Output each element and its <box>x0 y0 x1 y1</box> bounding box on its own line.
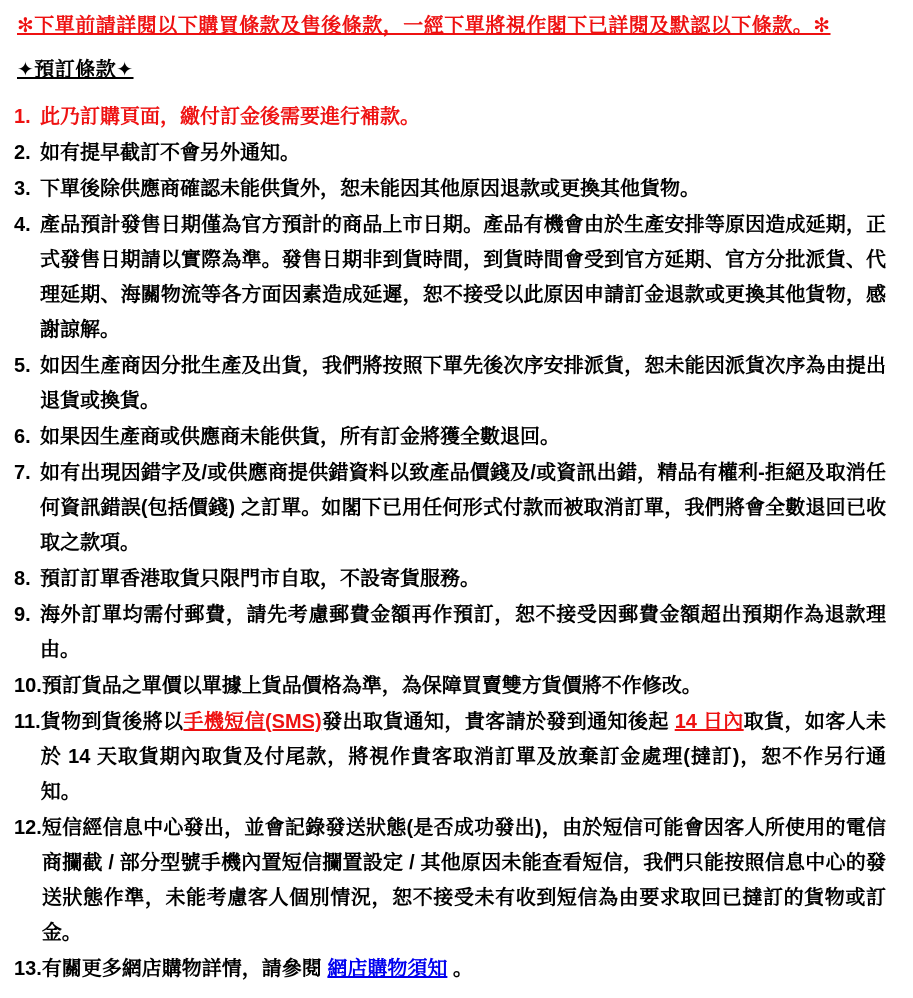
term-item-2 <box>14 136 886 171</box>
term-text: 產品預計發售日期僅為官方預計的商品上市日期。產品有機會由於生產安排等原因造成延期，正式發售日期請以實際為準。發售日期非到貨時間，到貨時間會受到官方延期、官方分批派貨、代理延期、海關物流等各方面因素造成延遲，恕不接受以此原因申請訂金退款或更換其他貨物，感謝諒解。 <box>40 214 886 341</box>
term-number: 12. <box>14 817 42 839</box>
term-number: 8. <box>14 568 31 590</box>
term-text-segment: 。 <box>447 958 473 980</box>
term-text: 短信經信息中心發出，並會記錄發送狀態(是否成功發出)，由於短信可能會因客人所使用的電信商攔截 / 部分型號手機內置短信攔置設定 / 其他原因未能查看短信，我們只能按照信息中心的發送狀態作準，未能考慮客人個別情況，恕不接受未有收到短信為由要求取回已撻訂的貨物或訂金。 <box>41 817 886 944</box>
term-number: 6. <box>14 426 31 448</box>
term-text-segment: 有關更多網店購物詳情，請參閱 <box>41 958 328 980</box>
term-text <box>42 952 886 987</box>
term-number: 1. <box>14 106 31 128</box>
term-number: 4. <box>14 214 31 236</box>
term-text: 如因生產商因分批生產及出貨，我們將按照下單先後次序安排派貨，恕未能因派貨次序為由提出退貨或換貨。 <box>40 355 886 412</box>
term-text: 下單後除供應商確認未能供貨外，恕未能因其他原因退款或更換其他貨物。 <box>40 178 700 200</box>
term-text: 預訂貨品之單價以單據上貨品價格為準，為保障買賣雙方貨價將不作修改。 <box>41 675 702 697</box>
term-item-12 <box>14 811 886 951</box>
term-text-segment: 發出取貨通知，貴客請於發到通知後起 <box>321 711 675 733</box>
term-text: 預訂訂單香港取貨只限門市自取，不設寄貨服務。 <box>40 568 480 590</box>
term-item-10 <box>14 669 886 704</box>
term-number: 10. <box>14 675 42 697</box>
term-text: 海外訂單均需付郵費，請先考慮郵費金額再作預訂，恕不接受因郵費金額超出預期作為退款理由。 <box>40 604 886 661</box>
terms-list <box>14 100 886 987</box>
term-number: 7. <box>14 462 31 484</box>
term-item-9 <box>14 598 886 668</box>
term-number: 2. <box>14 142 31 164</box>
term-item-13 <box>14 952 886 987</box>
pickup-deadline-highlight: 14 日內 <box>674 711 744 733</box>
term-item-3 <box>14 172 886 207</box>
section-title-preorder-terms: ✦預訂條款✦ <box>17 59 134 81</box>
term-text: 如果因生產商或供應商未能供貨，所有訂金將獲全數退回。 <box>40 426 560 448</box>
term-number: 5. <box>14 355 31 377</box>
term-number: 9. <box>14 604 31 626</box>
term-number: 13. <box>14 958 42 980</box>
term-item-7 <box>14 456 886 561</box>
term-text: 此乃訂購頁面，繳付訂金後需要進行補款。 <box>40 106 420 128</box>
term-number: 3. <box>14 178 31 200</box>
term-item-6 <box>14 420 886 455</box>
term-text-segment: 貨物到貨後將以 <box>40 711 184 733</box>
term-text: 如有提早截訂不會另外通知。 <box>40 142 300 164</box>
term-item-4 <box>14 208 886 348</box>
sms-highlight: 手機短信(SMS) <box>183 711 322 733</box>
term-text: 如有出現因錯字及/或供應商提供錯資料以致產品價錢及/或資訊出錯，精品有權利-拒絕及取消任何資訊錯誤(包括價錢) 之訂單。如閣下已用任何形式付款而被取消訂單，我們將會全數退回已收取之款項。 <box>40 462 886 554</box>
term-item-1 <box>14 100 886 135</box>
term-text-segment: 取貨，如客人未於 14 天取貨期內取貨及付尾款，將視作貴客取消訂單及放棄訂金處理(撻訂)，恕不作另行通知。 <box>40 711 887 803</box>
term-item-5 <box>14 349 886 419</box>
pre-order-warning: ✻下單前請詳閱以下購買條款及售後條款，一經下單將視作閣下已詳閱及默認以下條款。✻ <box>17 15 831 37</box>
shop-guide-link[interactable]: 網店購物須知 <box>327 958 448 980</box>
term-number: 11. <box>14 711 41 733</box>
term-text <box>41 705 886 810</box>
term-item-11 <box>14 705 886 810</box>
term-item-8 <box>14 562 886 597</box>
